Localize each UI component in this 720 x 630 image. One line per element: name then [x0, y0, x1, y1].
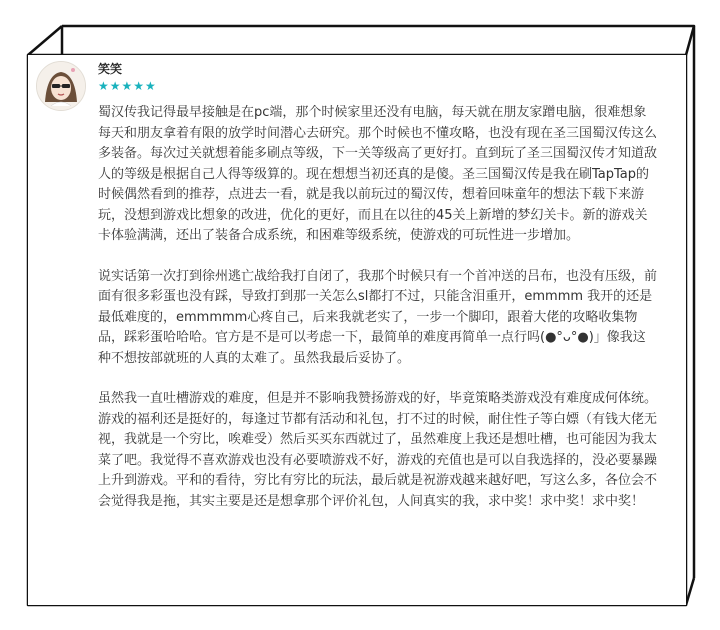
rating-stars: ★★★★★	[98, 79, 157, 93]
review-card	[28, 55, 686, 605]
review-paragraph-1: 蜀汉传我记得最早接触是在pc端，那个时候家里还没有电脑，每天就在朋友家蹭电脑，很难想象每天和朋友拿着有限的放学时间潜心去研究。那个时候也不懂攻略，也没有现在圣三国蜀汉传这么多装备。每次过关就想着能多刷点等级，下一关等级高了更好打。直到玩了圣三国蜀汉传才知道敌人的等级是根据自己人得等级算的。现在想想当初还真的是傻。圣三国蜀汉传是我在刷TapTap的时候偶然看到的推荐，点进去一看，就是我以前玩过的蜀汉传，想着回味童年的想法下载下来游玩，没想到游戏比想象的改进，优化的更好，而且在以往的45关上新增的梦幻关卡。新的游戏关卡体验满满，还出了装备合成系统，和困难等级系统，使游戏的可玩性进一步增加。	[98, 105, 658, 243]
review-paragraph-2: 说实话第一次打到徐州逃亡战给我打自闭了，我那个时候只有一个首冲送的吕布，也没有压级，前面有很多彩蛋也没有踩，导致打到那一关怎么sl都打不过，只能含泪重开，emmmm 我开的还是最低难度的，emmmmm心疼自己，后来我就老实了，一步一个脚印，跟着大佬的攻略收集物品，踩彩蛋哈哈哈。官方是不是可以考虑一下，最简单的难度再简单一点行吗(●°ᴗ°●)」像我这种不想按部就班的人真的太难了。虽然我最后妥协了。	[98, 268, 658, 366]
avatar-illustration-icon	[37, 62, 85, 110]
username[interactable]: 笑笑	[98, 62, 123, 76]
review-paragraph-3: 虽然我一直吐槽游戏的难度，但是并不影响我赞扬游戏的好，毕竟策略类游戏没有难度成何体统。游戏的福利还是挺好的，每逢过节都有活动和礼包，打不过的时候，耐住性子等白嫖（有钱大佬无视，我就是一个穷比，唉难受）然后买买东西就过了，虽然难度上我还是想吐槽，也可能因为我太菜了吧。我觉得不喜欢游戏也没有必要喷游戏不好，游戏的充值也是可以自我选择的，没必要暴躁上升到游戏。平和的看待，穷比有穷比的玩法，最后就是祝游戏越来越好吧，写这么多，各位会不会觉得我是拖，其实主要是还是想拿那个评价礼包，人间真实的我，求中奖！求中奖！求中奖！	[98, 391, 658, 509]
review-text	[98, 103, 658, 532]
avatar[interactable]	[36, 61, 86, 111]
